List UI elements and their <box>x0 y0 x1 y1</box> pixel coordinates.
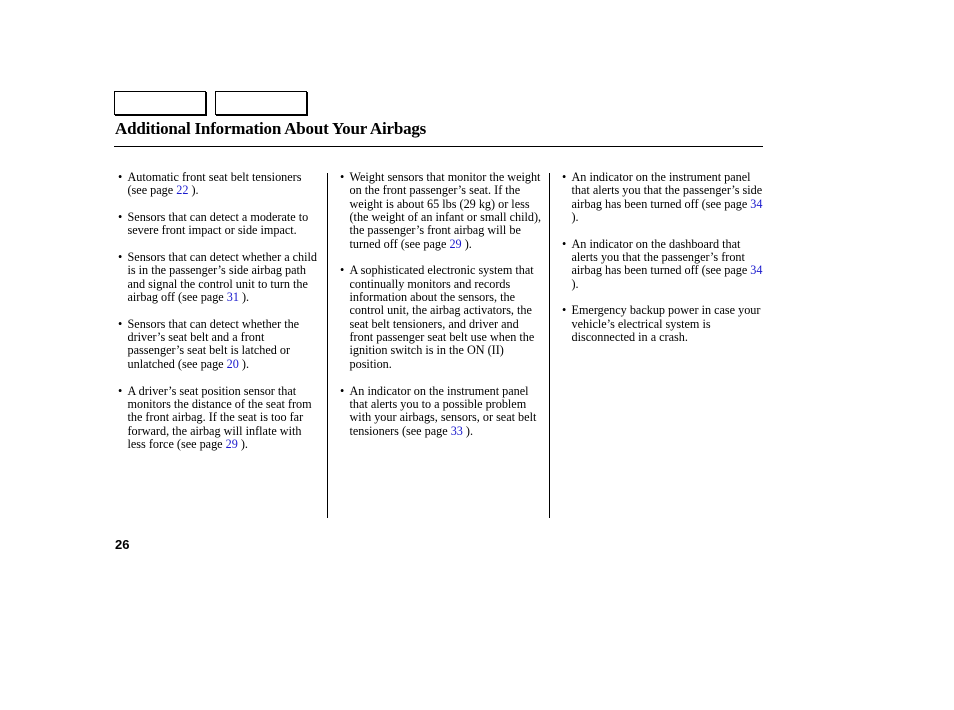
bullet-item <box>118 211 322 238</box>
bullet-dot: • <box>118 383 123 398</box>
bullet-item <box>562 304 766 344</box>
bullet-text-tail: ). <box>462 423 474 438</box>
bullet-item <box>562 171 766 224</box>
text-column-middle <box>340 171 544 451</box>
nav-button-main-menu[interactable] <box>114 91 206 115</box>
bullet-text: An indicator on the dashboard that alerts you that the passenger’s front airbag has been turned off (see page <box>571 236 751 278</box>
page-number: 26 <box>115 537 130 552</box>
bullet-text: Automatic front seat belt tensioners (see page <box>127 170 302 198</box>
bullet-dot: • <box>118 170 123 184</box>
bullet-text: A driver’s seat position sensor that monitors the distance of the seat from the front airbag. If the seat is too far forward, the airbag will inflate with less force (see page <box>127 383 312 451</box>
bullet-dot: • <box>340 170 345 184</box>
bullet-text: Sensors that can detect whether the driver’s seat belt and a front passenger’s seat belt is latched or unlatched (see page <box>127 316 300 371</box>
page-reference-link[interactable]: 20 <box>226 356 239 371</box>
bullet-text: An indicator on the instrument panel that alerts you that the passenger’s side airbag has been turned off (see page <box>571 170 763 211</box>
bullet-item <box>562 238 766 291</box>
bullet-dot: • <box>340 263 345 278</box>
bullet-text-tail: ). <box>461 236 472 251</box>
page-title: Additional Information About Your Airbags <box>115 119 427 138</box>
bullet-text-tail: ). <box>237 436 248 451</box>
bullet-dot: • <box>118 316 123 331</box>
text-column-right <box>562 171 766 358</box>
bullet-dot: • <box>562 170 567 184</box>
bullet-item <box>118 171 322 198</box>
bullet-text-tail: ). <box>571 276 579 291</box>
bullet-item <box>118 251 322 304</box>
bullet-text: Sensors that can detect a moderate to severe front impact or side impact. <box>127 210 309 238</box>
bullet-dot: • <box>562 303 567 318</box>
bullet-text: Weight sensors that monitor the weight on the front passenger’s seat. If the weight is about 65 lbs (29 kg) or less (the weight of an infant or small child), the passenger’s front airbag will be turned off (see page <box>349 170 542 251</box>
bullet-text: An indicator on the instrument panel that alerts you to a possible problem with your airbags, sensors, or seat belt tensioners (see page <box>349 383 537 438</box>
bullet-text-tail: ). <box>238 290 250 305</box>
bullet-dot: • <box>118 250 123 265</box>
bullet-text: A sophisticated electronic system that continually monitors and records information about the sensors, the control unit, the airbag activators, the seat belt tensioners, and driver and front passenger seat belt use when the ignition switch is in the ON (II) position. <box>349 263 535 371</box>
bullet-dot: • <box>562 236 567 251</box>
column-divider <box>327 173 328 518</box>
title-underline <box>114 146 763 147</box>
bullet-item <box>340 264 544 371</box>
nav-button-table-of-contents[interactable] <box>215 91 307 115</box>
bullet-text-tail: ). <box>238 356 249 371</box>
bullet-item <box>340 171 544 251</box>
bullet-text: Sensors that can detect whether a child is in the passenger’s side airbag path and signal the control unit to turn the airbag off (see page <box>127 250 318 305</box>
bullet-text-tail: ). <box>188 183 199 198</box>
bullet-text: Emergency backup power in case your vehicle’s electrical system is disconnected in a crash. <box>571 303 761 345</box>
bullet-text-tail: ). <box>571 210 579 225</box>
page-reference-link[interactable]: 22 <box>176 183 189 198</box>
text-column-left <box>118 171 322 465</box>
bullet-item <box>118 385 322 452</box>
bullet-item <box>118 318 322 371</box>
page-reference-link[interactable]: 34 <box>750 196 763 211</box>
bullet-dot: • <box>340 383 345 398</box>
page-reference-link[interactable]: 29 <box>449 236 462 251</box>
bullet-item <box>340 385 544 438</box>
page-reference-link[interactable]: 34 <box>750 263 763 278</box>
page-reference-link[interactable]: 31 <box>226 290 239 305</box>
page-reference-link[interactable]: 33 <box>450 423 463 438</box>
page-reference-link[interactable]: 29 <box>225 436 238 451</box>
column-divider <box>549 173 550 518</box>
bullet-dot: • <box>118 210 123 225</box>
